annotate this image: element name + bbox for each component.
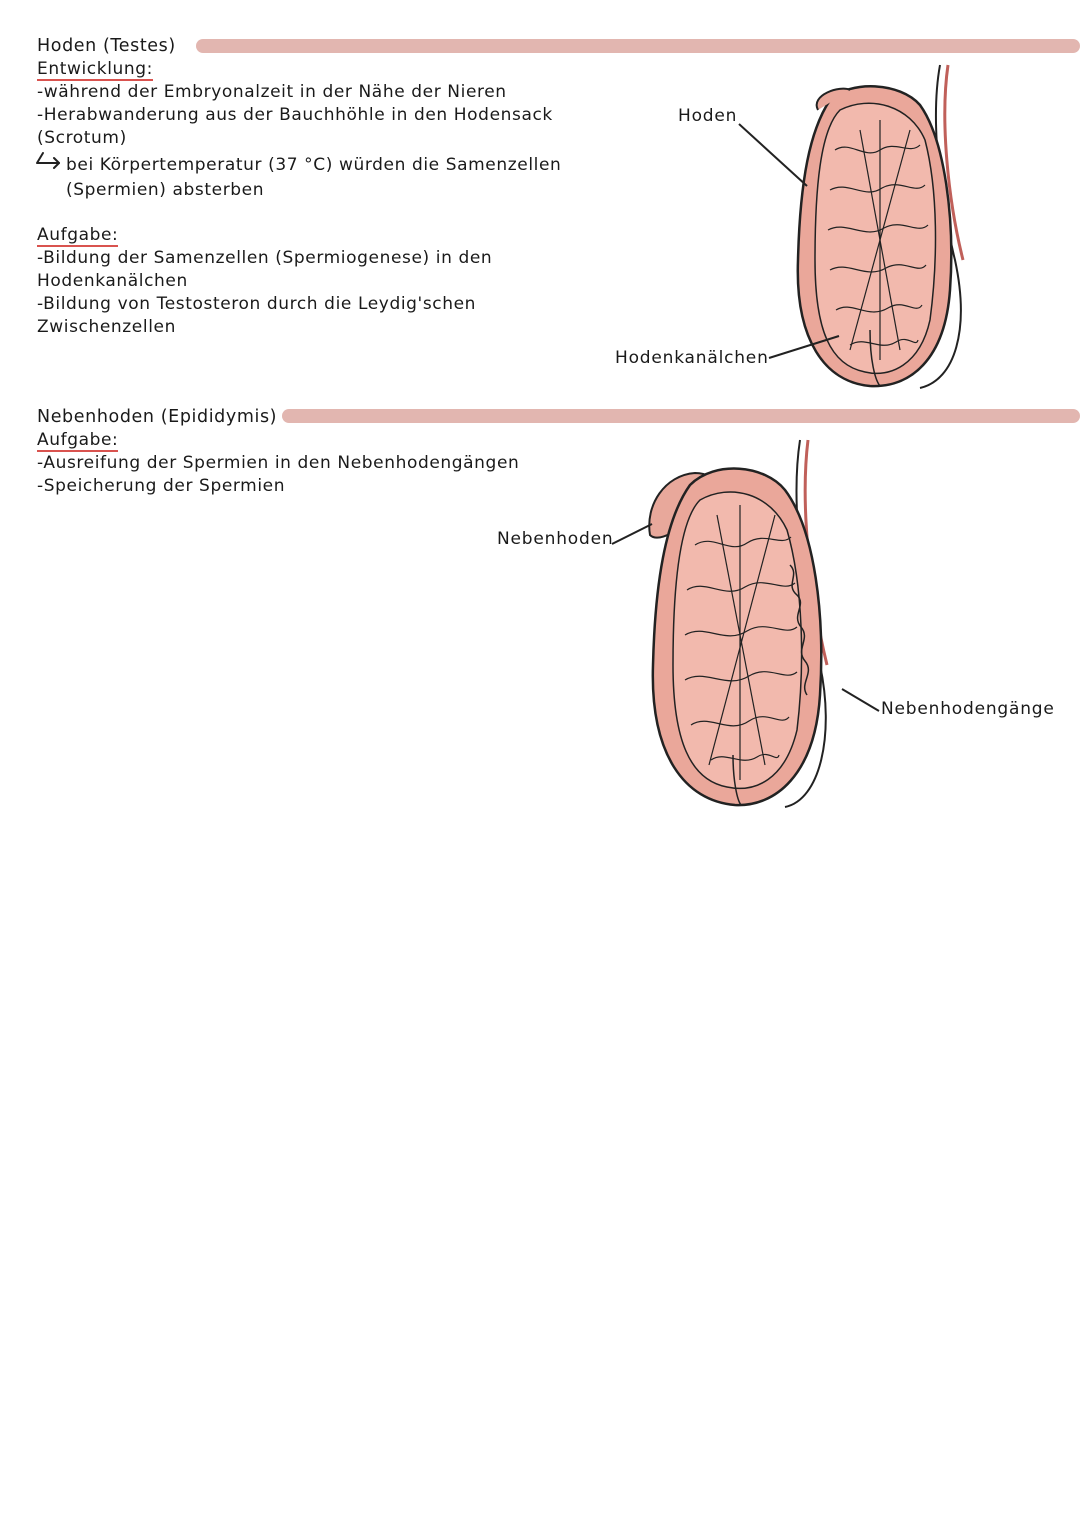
label-hoden: Hoden (678, 106, 738, 126)
subheading-aufgabe: Aufgabe: (37, 225, 119, 245)
nebenhoden-pointer (608, 518, 658, 548)
task-line: -Bildung von Testosteron durch die Leydig'schen (37, 294, 477, 314)
section-title-nebenhoden: Nebenhoden (Epididymis) (37, 407, 278, 427)
title-bar-2 (282, 409, 1080, 423)
epididymis-diagram (625, 435, 855, 815)
text-line: (Spermien) absterben (66, 180, 265, 200)
task-line: -Speicherung der Spermien (37, 476, 286, 496)
label-nebenhodengaenge: Nebenhodengänge (881, 699, 1055, 719)
section-title-hoden: Hoden (Testes) (37, 36, 176, 56)
nebenhodengaenge-pointer (838, 685, 883, 715)
task-line: Hodenkanälchen (37, 271, 188, 291)
label-hodenkanaelchen: Hodenkanälchen (615, 348, 769, 368)
text-line: (Scrotum) (37, 128, 127, 148)
task-line: -Bildung der Samenzellen (Spermiogenese) in den (37, 248, 493, 268)
text-line: bei Körpertemperatur (37 °C) würden die Samenzellen (66, 155, 562, 175)
task-line: Zwischenzellen (37, 317, 176, 337)
title-bar-1 (196, 39, 1080, 53)
subheading-entwicklung: Entwicklung: (37, 59, 153, 79)
hoden-pointer (735, 120, 815, 190)
label-nebenhoden: Nebenhoden (497, 529, 614, 549)
hodenkanaelchen-pointer (765, 330, 845, 365)
text-line: -Herabwanderung aus der Bauchhöhle in den Hodensack (37, 105, 553, 125)
curved-arrow-icon (33, 151, 63, 169)
text-line: -während der Embryonalzeit in der Nähe der Nieren (37, 82, 507, 102)
task-line: -Ausreifung der Spermien in den Nebenhodengängen (37, 453, 520, 473)
subheading-aufgabe-2: Aufgabe: (37, 430, 119, 450)
